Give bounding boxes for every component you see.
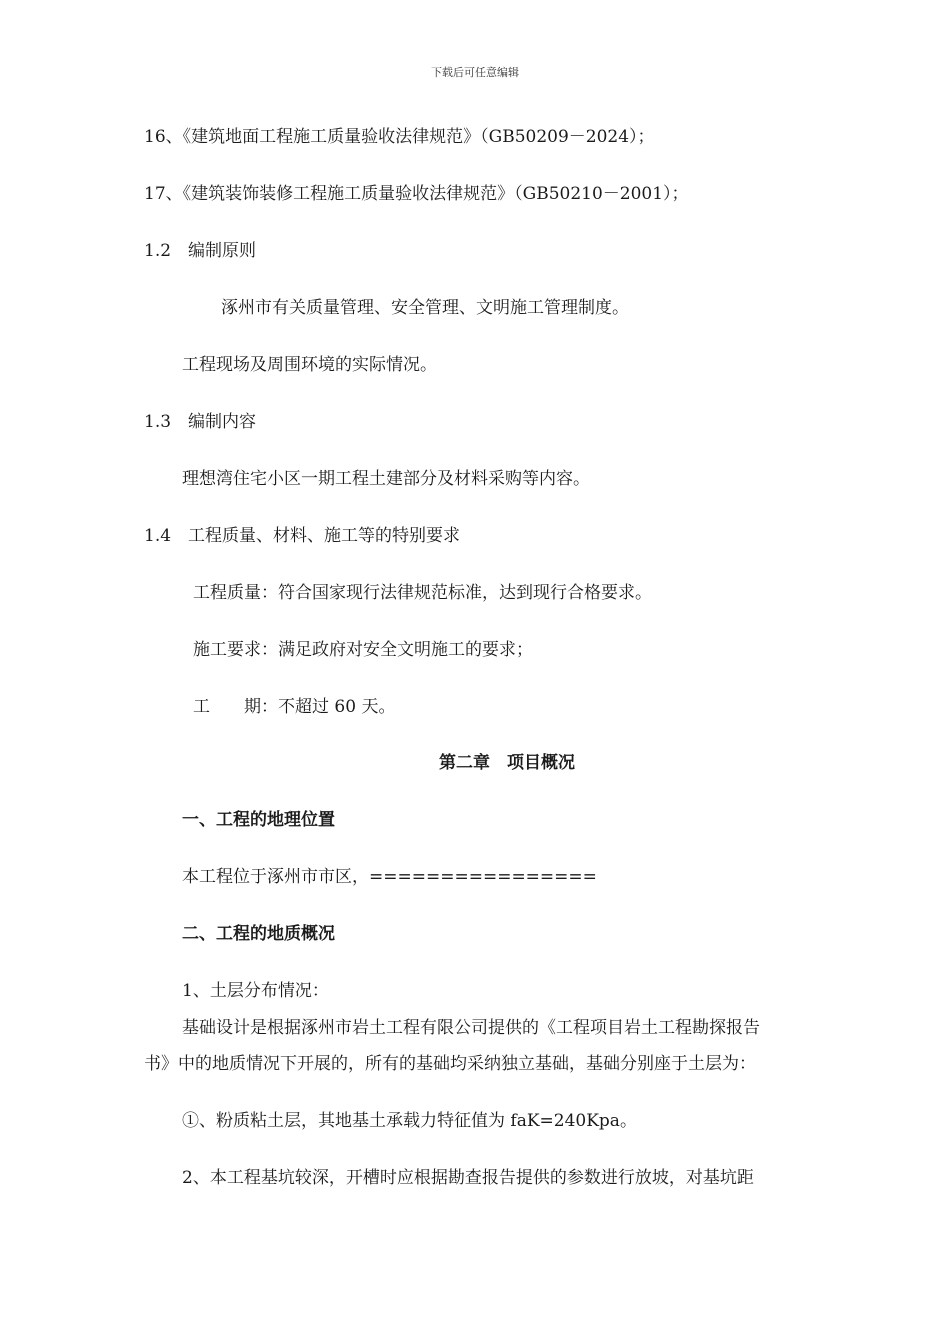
paragraph-principle-1: 涿州市有关质量管理、安全管理、文明施工管理制度。 <box>221 298 629 318</box>
section-heading-1-4: 1.4 工程质量、材料、施工等的特别要求 <box>144 526 461 546</box>
page-header-note: 下载后可任意编辑 <box>431 66 519 79</box>
section-heading-location: 一、工程的地理位置 <box>182 810 335 830</box>
requirement-construction: 施工要求：满足政府对安全文明施工的要求； <box>193 640 533 660</box>
requirement-period: 工 期：不超过 60 天。 <box>193 697 396 717</box>
geology-item-1: 1、土层分布情况： <box>182 981 329 1001</box>
paragraph-soil-layer: ①、粉质粘土层，其地基土承载力特征值为 faK=240Kpa。 <box>182 1111 637 1131</box>
section-heading-1-2: 1.2 编制原则 <box>144 241 257 261</box>
requirement-quality: 工程质量：符合国家现行法律规范标准，达到现行合格要求。 <box>193 583 652 603</box>
reference-item-16: 16、《建筑地面工程施工质量验收法律规范》（GB50209－2024）； <box>144 127 655 147</box>
paragraph-geology-line-2: 书》中的地质情况下开展的，所有的基础均采纳独立基础，基础分别座于土层为： <box>144 1054 756 1074</box>
paragraph-location: 本工程位于涿州市市区，================ <box>182 867 597 887</box>
reference-item-17: 17、《建筑装饰装修工程施工质量验收法律规范》（GB50210－2001）； <box>144 184 689 204</box>
paragraph-content: 理想湾住宅小区一期工程土建部分及材料采购等内容。 <box>182 469 590 489</box>
paragraph-geology-line-1: 基础设计是根据涿州市岩土工程有限公司提供的《工程项目岩土工程勘探报告 <box>182 1018 760 1038</box>
paragraph-principle-2: 工程现场及周围环境的实际情况。 <box>182 355 437 375</box>
geology-item-2: 2、本工程基坑较深，开槽时应根据勘查报告提供的参数进行放坡，对基坑距 <box>182 1168 754 1188</box>
section-heading-1-3: 1.3 编制内容 <box>144 412 257 432</box>
section-heading-geology: 二、工程的地质概况 <box>182 924 335 944</box>
chapter-title: 第二章 项目概况 <box>439 753 575 773</box>
